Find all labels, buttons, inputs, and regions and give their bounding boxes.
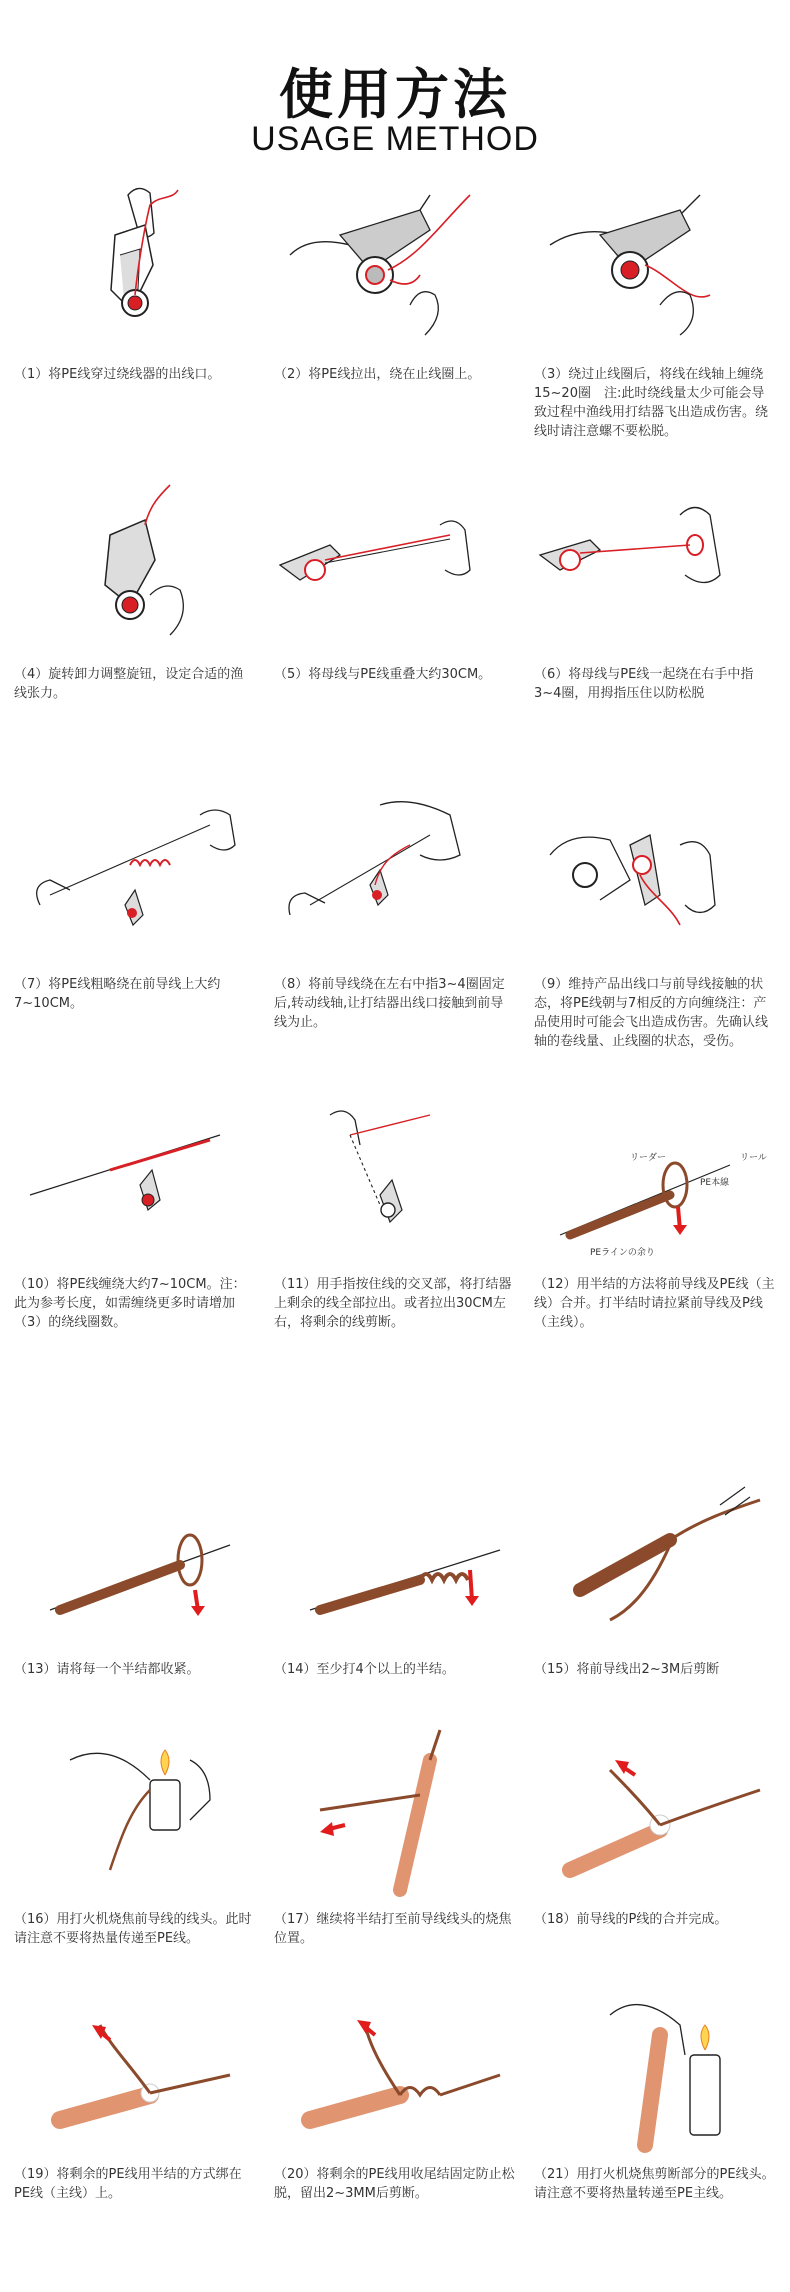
step-7-caption: （7）将PE线粗略绕在前导线上大约7~10CM。	[14, 977, 221, 1011]
step-8-illustration	[270, 785, 520, 975]
step-5-illustration	[270, 475, 520, 665]
step-6	[530, 475, 780, 703]
step-4-caption: （4）旋转卸力调整旋钮，设定合适的渔线张力。	[14, 667, 244, 701]
step-20-caption: （20）将剩余的PE线用收尾结固定防止松脱，留出2~3MM后剪断。	[274, 2167, 515, 2201]
step-8-caption: （8）将前导线绕在左右中指3~4圈固定后,转动线轴,让打结器出线口接触到前导线为止。	[274, 977, 505, 1030]
step-9-illustration	[530, 785, 780, 975]
step-7	[10, 785, 260, 1013]
step-18-caption: （18）前导线的P线的合并完成。	[534, 1912, 728, 1927]
step-14	[270, 1470, 520, 1679]
step-6-illustration	[530, 475, 780, 665]
step-14-caption: （14）至少打4个以上的半结。	[274, 1662, 455, 1677]
step-2	[270, 175, 520, 384]
step-15-illustration	[530, 1470, 780, 1660]
step-21	[530, 1975, 780, 2203]
step-19	[10, 1975, 260, 2203]
step-21-caption: （21）用打火机烧焦剪断部分的PE线头。请注意不要将热量转递至PE主线。	[534, 2167, 775, 2201]
step-16	[10, 1720, 260, 1948]
step-16-caption: （16）用打火机烧焦前导线的线头。此时请注意不要将热量传递至PE线。	[14, 1912, 252, 1946]
step-3-caption: （3）绕过止线圈后，将线在线轴上缠绕15~20圈 注:此时绕线量太少可能会导致过程中渔线用打结器飞出造成伤害。绕线时请注意螺不要松脱。	[534, 367, 769, 439]
step-12-caption: （12）用半结的方法将前导线及PE线（主线）合并。打半结时请拉紧前导线及P线（主线）。	[534, 1277, 775, 1330]
step-6-caption: （6）将母线与PE线一起绕在右手中指3~4圈，用拇指压住以防松脱	[534, 667, 754, 701]
step-21-illustration	[530, 1975, 780, 2165]
step-3	[530, 175, 780, 441]
step-12-illustration	[530, 1085, 780, 1275]
step-19-caption: （19）将剩余的PE线用半结的方式绑在PE线（主线）上。	[14, 2167, 242, 2201]
step-20-illustration	[270, 1975, 520, 2165]
step-16-illustration	[10, 1720, 260, 1910]
step-17-caption: （17）继续将半结打至前导线线头的烧焦位置。	[274, 1912, 512, 1946]
step-2-illustration	[270, 175, 520, 365]
pe-remainder-label: PEラインの余り	[590, 1248, 655, 1258]
step-13-illustration	[10, 1470, 260, 1660]
step-1-illustration	[10, 175, 260, 365]
step-2-caption: （2）将PE线拉出，绕在止线圈上。	[274, 367, 481, 382]
step-18	[530, 1720, 780, 1929]
step-10-caption: （10）将PE线缠绕大约7~10CM。注：此为参考长度，如需缠绕更多时请增加（3）的绕线圈数。	[14, 1277, 246, 1330]
pe-main-label: PE本線	[700, 1178, 730, 1188]
step-9-caption: （9）维持产品出线口与前导线接触的状态，将PE线朝与7相反的方向缠绕注：产品使用时可能会飞出造成伤害。先确认线轴的卷线量、止线圈的状态，受伤。	[534, 977, 769, 1049]
step-12	[530, 1085, 780, 1332]
step-9	[530, 785, 780, 1051]
step-17-illustration	[270, 1720, 520, 1910]
step-19-illustration	[10, 1975, 260, 2165]
step-13-caption: （13）请将每一个半结都收紧。	[14, 1662, 200, 1677]
step-8	[270, 785, 520, 1032]
step-13	[10, 1470, 260, 1679]
step-5-caption: （5）将母线与PE线重叠大约30CM。	[274, 667, 492, 682]
step-3-illustration	[530, 175, 780, 365]
step-10-illustration	[10, 1085, 260, 1275]
step-1-caption: （1）将PE线穿过绕线器的出线口。	[14, 367, 221, 382]
step-15	[530, 1470, 780, 1679]
step-14-illustration	[270, 1470, 520, 1660]
step-1	[10, 175, 260, 384]
page-subtitle: USAGE METHOD	[251, 120, 539, 158]
step-4	[10, 475, 260, 703]
step-11-illustration	[270, 1085, 520, 1275]
step-5	[270, 475, 520, 684]
leader-label: リーダー	[630, 1153, 667, 1163]
step-11-caption: （11）用手指按住线的交叉部，将打结器上剩余的线全部拉出。或者拉出30CM左右，将剩余的线剪断。	[274, 1277, 512, 1330]
step-4-illustration	[10, 475, 260, 665]
step-10	[10, 1085, 260, 1332]
step-17	[270, 1720, 520, 1948]
page-title: 使用方法	[279, 63, 511, 126]
step-18-illustration	[530, 1720, 780, 1910]
step-11	[270, 1085, 520, 1332]
step-20	[270, 1975, 520, 2203]
step-7-illustration	[10, 785, 260, 975]
reel-label: リール	[740, 1153, 767, 1163]
step-15-caption: （15）将前导线出2~3M后剪断	[534, 1662, 720, 1677]
